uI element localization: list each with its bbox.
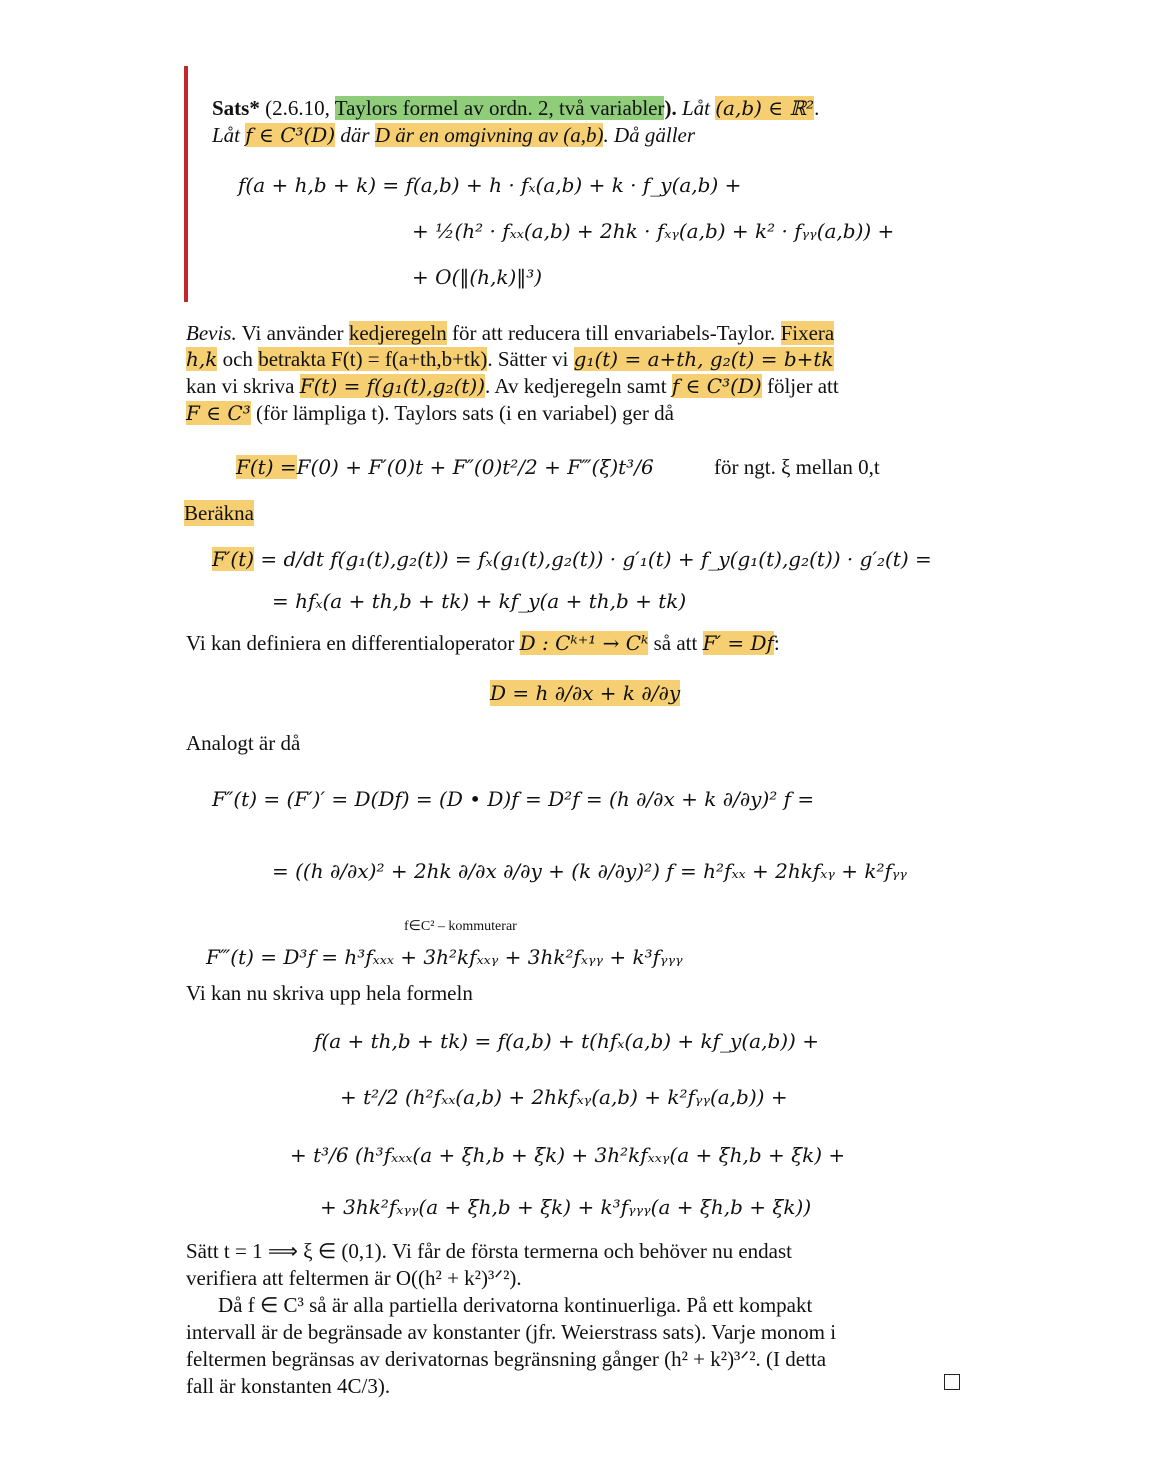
theorem-point: (a,b) ∈ ℝ² — [715, 96, 815, 120]
highlight-span: F′(t) — [212, 547, 255, 571]
derivative-eq-2: = hfₓ(a + th,b + tk) + kf_y(a + th,b + tk) — [272, 589, 687, 613]
text-span: : — [773, 631, 780, 655]
text-span: följer att — [766, 374, 839, 398]
theorem-title: Taylors formel av ordn. 2, två variabler — [334, 96, 665, 120]
theorem-eq-3: + O(‖(h,k)‖³) — [412, 265, 543, 289]
text-span: . Sätter vi — [487, 347, 569, 371]
highlight-span: F(t) = f(g₁(t),g₂(t)) — [299, 374, 486, 398]
analogt-line: Analogt är då — [186, 731, 301, 755]
text-span: = d/dt f(g₁(t),g₂(t)) = fₓ(g₁(t),g₂(t)) · g′₁(t) + f_y(g₁(t),g₂(t)) · g′₂(t) = — [260, 547, 932, 571]
full-formula-2: + t²/2 (h²fₓₓ(a,b) + 2hkfₓᵧ(a,b) + k²fᵧᵧ(a,b)) + — [340, 1085, 788, 1109]
taylor-eq — [236, 454, 654, 480]
text-span: F(0) + F′(0)t + F″(0)t²/2 + F‴(ξ)t³/6 — [296, 455, 654, 479]
theorem-label: Sats* — [212, 96, 260, 120]
second-derivative-eq-2: = ((h ∂/∂x)² + 2hk ∂/∂x ∂/∂y + (k ∂/∂y)²) f = h²fₓₓ + 2hkfₓᵧ + k²fᵧᵧ — [272, 859, 907, 883]
text-span: Vi använder — [241, 321, 344, 345]
derivative-eq-1 — [212, 546, 932, 572]
theorem-line-2 — [212, 122, 695, 148]
full-formula-1: f(a + th,b + tk) = f(a,b) + t(hfₓ(a,b) + kf_y(a,b)) + — [314, 1029, 819, 1053]
highlight-span: betrakta F(t) = f(a+th,b+tk) — [258, 347, 488, 371]
proof-line-2 — [186, 346, 834, 372]
full-formula-3: + t³/6 (h³fₓₓₓ(a + ξh,b + ξk) + 3h²kfₓₓᵧ(a + ξh,b + ξk) + — [290, 1143, 846, 1167]
theorem-eq-2: + ½(h² · fₓₓ(a,b) + 2hk · fₓᵧ(a,b) + k² · fᵧᵧ(a,b)) + — [412, 219, 895, 243]
proof-label: Bevis. — [186, 321, 237, 345]
proof-line-3 — [186, 373, 839, 399]
theorem-lat: Låt — [681, 96, 710, 120]
closing-line-6: fall är konstanten 4C/3). — [186, 1374, 391, 1398]
closing-line-5: feltermen begränsas av derivatornas begränsning gånger (h² + k²)³ᐟ². (I detta — [186, 1347, 827, 1371]
operator-definition: D = h ∂/∂x + k ∂/∂y — [490, 681, 681, 705]
highlight-span: h,k — [186, 347, 218, 371]
taylor-note: för ngt. ξ mellan 0,t — [714, 455, 880, 479]
highlight-span: f ∈ C³(D) — [671, 374, 762, 398]
text-span: (för lämpliga t). Taylors sats (i en variabel) ger då — [255, 401, 674, 425]
highlight-span: F ∈ C³ — [186, 401, 251, 425]
text-span: och — [222, 347, 253, 371]
highlight-span: D är en omgivning av (a,b) — [374, 123, 604, 147]
text-span: . Av kedjeregeln samt — [485, 374, 667, 398]
highlight-span: g₁(t) = a+th, g₂(t) = b+tk — [573, 347, 834, 371]
closing-line-1: Sätt t = 1 ⟹ ξ ∈ (0,1). Vi får de första termerna och behöver nu endast — [186, 1239, 792, 1263]
berakna-heading: Beräkna — [184, 501, 254, 525]
text-span: Vi kan definiera en differentialoperator — [186, 631, 515, 655]
highlight-span: F(t) = — [236, 455, 297, 479]
theorem-bar — [184, 66, 188, 302]
theorem-ref: (2.6.10, — [265, 96, 330, 120]
third-derivative-eq: F‴(t) = D³f = h³fₓₓₓ + 3h²kfₓₓᵧ + 3hk²fₓᵧᵧ + k³fᵧᵧᵧ — [206, 945, 683, 969]
full-formula-4: + 3hk²fₓᵧᵧ(a + ξh,b + ξk) + k³fᵧᵧᵧ(a + ξh,b + ξk)) — [320, 1195, 812, 1219]
text-span: för att reducera till envariabels-Taylor. — [452, 321, 776, 345]
full-formula-intro: Vi kan nu skriva upp hela formeln — [186, 981, 473, 1005]
highlight-span: f ∈ C³(D) — [245, 123, 336, 147]
highlight-span: F′ = Df — [702, 631, 774, 655]
closing-line-2: verifiera att feltermen är O((h² + k²)³ᐟ²). — [186, 1266, 522, 1290]
text-span: . Då gäller — [603, 123, 696, 147]
second-derivative-eq-1: F″(t) = (F′)′ = D(Df) = (D • D)f = D²f = (h ∂/∂x + k ∂/∂y)² f = — [212, 787, 815, 811]
theorem-close: ). — [664, 96, 677, 120]
text-span: kan vi skriva — [186, 374, 295, 398]
proof-line-1 — [186, 320, 834, 346]
highlight-span: kedjeregeln — [348, 321, 447, 345]
highlight-span: Fixera — [780, 321, 835, 345]
operator-line — [186, 630, 780, 656]
closing-line-4: intervall är de begränsade av konstanter (jfr. Weierstrass sats). Varje monom i — [186, 1320, 837, 1344]
proof-line-4 — [186, 400, 674, 426]
text-span: så att — [653, 631, 698, 655]
highlight-span: D : Cᵏ⁺¹ → Cᵏ — [519, 631, 649, 655]
theorem-line-1: Sats* (2.6.10, Taylors formel av ordn. 2, två variabler). Låt (a,b) ∈ ℝ². — [212, 96, 820, 120]
closing-line-3: Då f ∈ C³ så är alla partiella derivatorna kontinuerliga. På ett kompakt — [218, 1293, 813, 1317]
qed-box-icon — [944, 1374, 960, 1390]
text-span: där — [340, 123, 370, 147]
theorem-eq-1: f(a + h,b + k) = f(a,b) + h · fₓ(a,b) + k · f_y(a,b) + — [238, 173, 742, 197]
text-span: Låt — [212, 123, 241, 147]
commute-note: f∈C² – kommuterar — [404, 919, 517, 934]
